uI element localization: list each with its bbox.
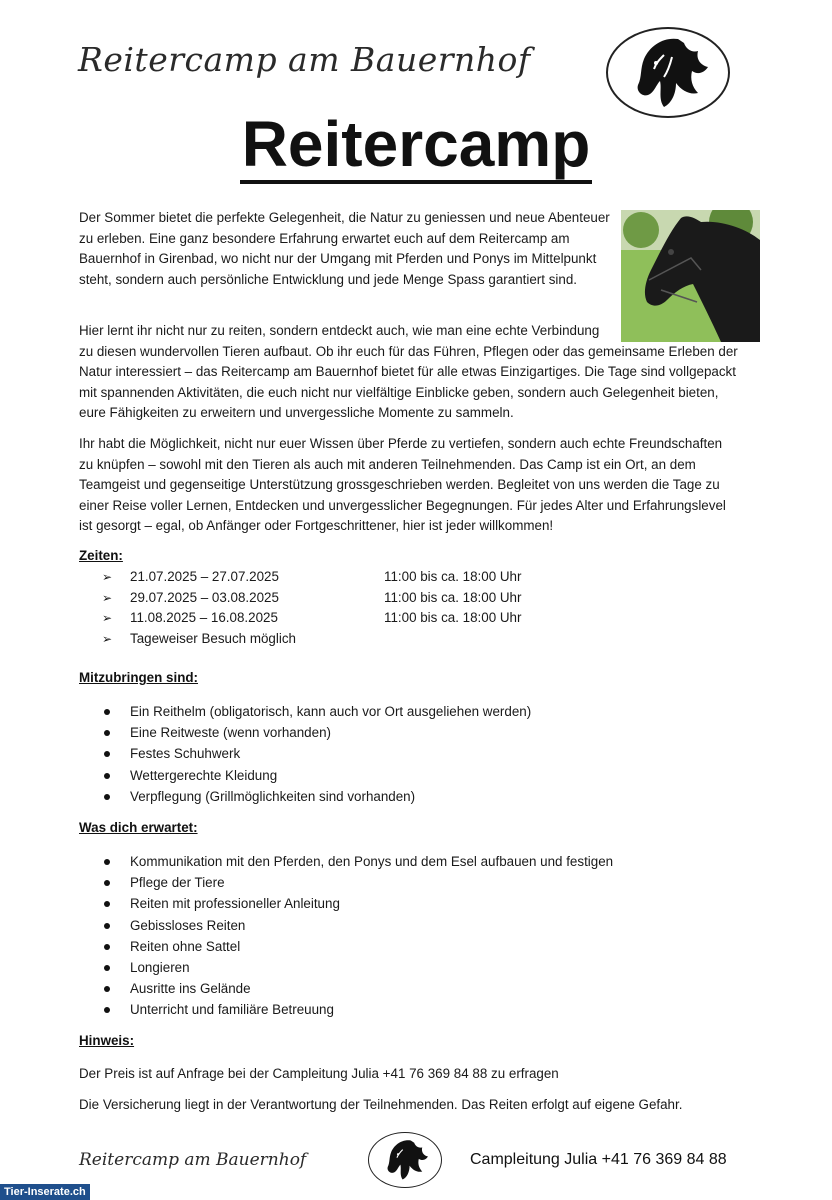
list-item-text: Reiten ohne Sattel bbox=[130, 938, 241, 954]
list-item-text: Unterricht und familiäre Betreuung bbox=[130, 1002, 334, 1018]
list-item bbox=[102, 893, 613, 914]
list-item-text: Gebissloses Reiten bbox=[130, 917, 246, 933]
list-item-text: Eine Reitweste (wenn vorhanden) bbox=[130, 725, 331, 741]
activities-paragraph-start: Hier lernt ihr nicht nur zu reiten, sondern entdeckt auch, wie man eine echte Verbindung bbox=[79, 323, 600, 338]
intro-paragraph: Der Sommer bietet die perfekte Gelegenheit, die Natur zu geniessen und neue Abenteuer zu erleben. Eine ganz besondere Erfahrung erwartet euch auf dem Reitercamp am Bauernhof in Girenbad, wo nicht nur der Umgang mit Pferden und Ponys im Mittelpunkt steht, sondern auch persönliche Entwicklung und jede Menge Spass garantiert sind. bbox=[79, 210, 610, 287]
erwartet-list bbox=[102, 851, 613, 1021]
bullet-icon bbox=[104, 923, 110, 929]
horse-logo-icon bbox=[368, 1132, 442, 1188]
list-item-text: Ausritte ins Gelände bbox=[130, 981, 251, 997]
list-item-text: Reiten mit professioneller Anleitung bbox=[130, 896, 340, 912]
bullet-icon bbox=[104, 709, 110, 715]
arrow-bullet-icon: ➢ bbox=[102, 590, 113, 605]
horse-logo-icon bbox=[606, 27, 730, 118]
zeiten-time: 11:00 bis ca. 18:00 Uhr bbox=[384, 610, 522, 625]
zeiten-list bbox=[102, 567, 522, 649]
bullet-icon bbox=[104, 880, 110, 886]
list-item-text: Wettergerechte Kleidung bbox=[130, 767, 278, 783]
zeiten-date: 29.07.2025 – 03.08.2025 bbox=[130, 589, 279, 605]
list-item bbox=[102, 851, 613, 872]
list-item-text: Ein Reithelm (obligatorisch, kann auch vor Ort ausgeliehen werden) bbox=[130, 704, 532, 719]
zeiten-heading: Zeiten: bbox=[79, 548, 123, 563]
zeiten-time: 11:00 bis ca. 18:00 Uhr bbox=[384, 589, 522, 605]
page-title-text: Reitercamp bbox=[240, 108, 593, 184]
zeiten-date: 11.08.2025 – 16.08.2025 bbox=[130, 610, 278, 625]
list-item bbox=[102, 567, 522, 588]
arrow-bullet-icon: ➢ bbox=[102, 631, 113, 646]
list-item bbox=[102, 915, 613, 936]
bullet-icon bbox=[104, 730, 110, 736]
list-item bbox=[102, 872, 613, 893]
zeiten-date: 21.07.2025 – 27.07.2025 bbox=[130, 569, 279, 584]
bullet-icon bbox=[104, 965, 110, 971]
header-title: Reitercamp am Bauernhof bbox=[78, 40, 531, 79]
page-title bbox=[0, 106, 832, 182]
bullet-icon bbox=[104, 944, 110, 950]
bullet-icon bbox=[104, 901, 110, 907]
list-item bbox=[102, 629, 296, 650]
bullet-icon bbox=[104, 751, 110, 757]
arrow-bullet-icon: ➢ bbox=[102, 611, 113, 625]
list-item bbox=[102, 999, 613, 1020]
community-paragraph: Ihr habt die Möglichkeit, nicht nur euer Wissen über Pferde zu vertiefen, sondern auch echte Freundschaften zu knüpfen – sowohl mit den Tieren als auch mit anderen Teilnehmenden. Das Camp ist ein Ort, an dem Teamgeist und gegenseitige Unterstützung grossgeschrieben werden. Begleitet von uns werden die Tage zu einer Reise voller Lernen, Entdecken und unvergesslicher Begegnungen. Für jedes Alter und Erfahrungslevel ist gesorgt – egal, ob Anfänger oder Fortgeschrittener, hier ist jeder willkommen! bbox=[79, 436, 726, 533]
erwartet-heading: Was dich erwartet: bbox=[79, 820, 198, 835]
hinweis-heading: Hinweis: bbox=[79, 1033, 135, 1048]
bullet-icon bbox=[104, 773, 110, 779]
list-item-text: Longieren bbox=[130, 959, 190, 975]
list-item bbox=[102, 608, 522, 629]
bullet-icon bbox=[104, 794, 110, 800]
list-item-text: Verpflegung (Grillmöglichkeiten sind vorhanden) bbox=[130, 788, 416, 804]
list-item bbox=[102, 786, 531, 807]
insurance-note: Die Versicherung liegt in der Verantwortung der Teilnehmenden. Das Reiten erfolgt auf eigene Gefahr. bbox=[79, 1097, 683, 1112]
zeiten-time: 11:00 bis ca. 18:00 Uhr bbox=[384, 569, 522, 584]
list-item bbox=[102, 588, 522, 609]
bullet-icon bbox=[104, 1007, 110, 1013]
arrow-bullet-icon: ➢ bbox=[102, 570, 113, 584]
price-note: Der Preis ist auf Anfrage bei der Campleitung Julia +41 76 369 84 88 zu erfragen bbox=[79, 1066, 559, 1081]
mitbringen-heading: Mitzubringen sind: bbox=[79, 670, 199, 685]
list-item bbox=[102, 936, 613, 957]
list-item bbox=[102, 765, 531, 786]
activities-paragraph bbox=[79, 321, 739, 424]
list-item bbox=[102, 978, 613, 999]
footer-contact: Campleitung Julia +41 76 369 84 88 bbox=[470, 1151, 727, 1168]
list-item-text: Pflege der Tiere bbox=[130, 875, 225, 891]
list-item-text: Festes Schuhwerk bbox=[130, 746, 241, 762]
list-item bbox=[102, 701, 531, 722]
mitbringen-list bbox=[102, 701, 531, 807]
watermark-link[interactable]: Tier-Inserate.ch bbox=[0, 1184, 90, 1200]
list-item-text: Kommunikation mit den Pferden, den Ponys und dem Esel aufbauen und festigen bbox=[130, 854, 614, 869]
footer-title: Reitercamp am Bauernhof bbox=[79, 1150, 307, 1170]
bullet-icon bbox=[104, 986, 110, 992]
list-item bbox=[102, 743, 531, 764]
list-item bbox=[102, 722, 531, 743]
list-item bbox=[102, 957, 613, 978]
activities-paragraph-rest: zu diesen wundervollen Tieren aufbaut. Ob ihr euch für das Führen, Pflegen oder das gemeinsame Erleben der Natur interessiert – das Reitercamp am Bauernhof bietet für alle etwas Einzigartiges. Die Tage sind vollgepackt mit spannenden Aktivitäten, die euch nicht nur vielfältige Einblicke geben, sondern auch Gelegenheit bieten, eure Fähigkeiten zu erweitern und unvergessliche Momente zu sammeln. bbox=[79, 343, 738, 420]
bullet-icon bbox=[104, 859, 110, 865]
zeiten-date: Tageweiser Besuch möglich bbox=[130, 630, 296, 646]
